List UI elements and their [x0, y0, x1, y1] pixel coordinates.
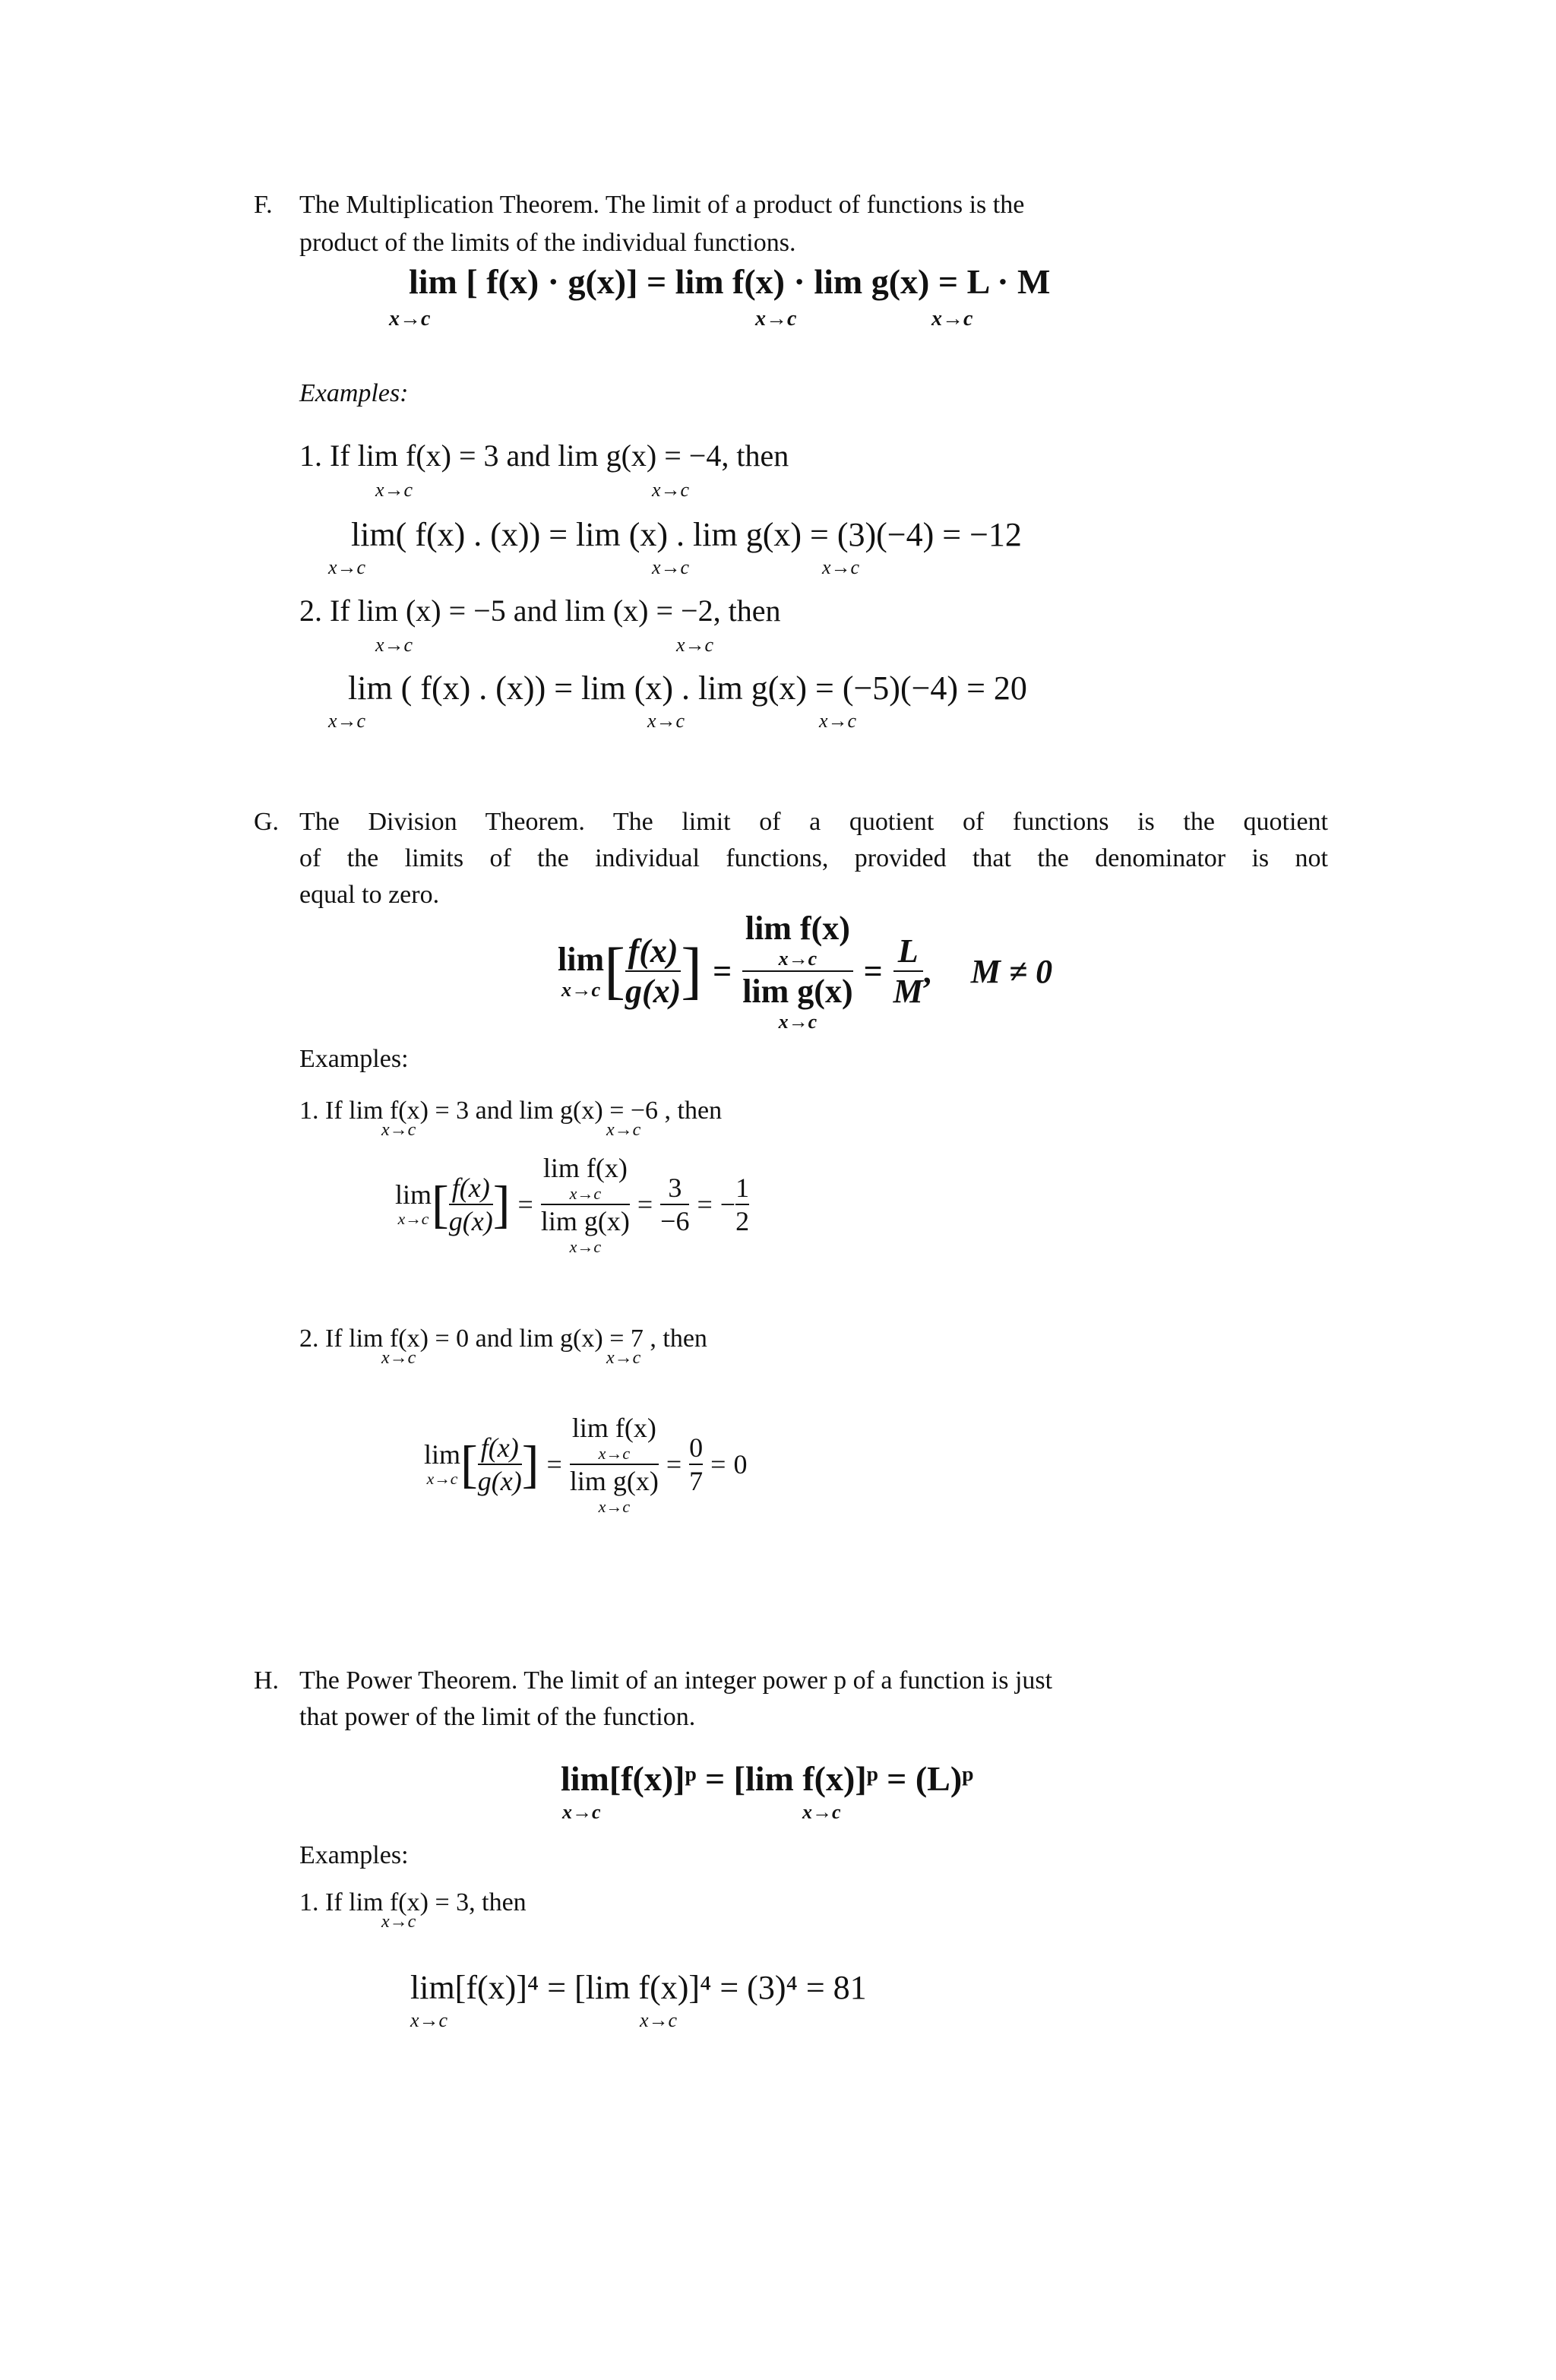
section-f-heading-line1: The Multiplication Theorem. The limit of a product of functions is the — [299, 191, 1025, 219]
section-h-example1-calc: lim[f(x)]⁴ = [lim f(x)]⁴ = (3)⁴ = 81 — [410, 1969, 867, 2006]
section-g-example1-calc: lim x→c [ $\frac{f(x)}{g(x)}$ ] = lim f(x) x→c lim g(x) x→c = $\frac{3}{-6}$ = − $\frac{1}{2}$ — [395, 1153, 750, 1256]
section-h-examples-label: Examples: — [299, 1841, 409, 1869]
section-f-example1-sub-1: x→c — [375, 479, 413, 501]
section-g-marker: G. — [254, 808, 280, 836]
section-f-example2-calc-sub-1: x→c — [328, 710, 366, 732]
section-h-example1-calc-sub-1: x→c — [410, 2009, 448, 2031]
section-f-formula-sub-1: x→c — [389, 307, 431, 331]
section-h-formula-sub-1: x→c — [562, 1801, 601, 1823]
section-g-example2-sub-1: x→c — [381, 1348, 416, 1368]
section-f-example2-calc-sub-3: x→c — [819, 710, 857, 732]
section-h-example1-calc-sub-2: x→c — [640, 2009, 678, 2031]
section-h-formula-sub-2: x→c — [802, 1801, 841, 1823]
section-g-formula-fraction: $\frac{f(x)}{g(x)}$ — [625, 932, 682, 1010]
section-f-example1-sub-2: x→c — [652, 479, 690, 501]
section-h-marker: H. — [254, 1666, 280, 1695]
section-f-formula-sub-3: x→c — [931, 307, 973, 331]
section-g-heading-line1: The Division Theorem. The limit of a quotient of functions is the quotient — [299, 808, 1328, 836]
section-g-heading-line2: of the limits of the individual functions, provided that the denominator is not — [299, 844, 1328, 872]
section-f-marker: F. — [254, 191, 273, 219]
section-h-example1-line: 1. If lim f(x) = 3, then — [299, 1888, 527, 1916]
section-f-example2-sub-1: x→c — [375, 634, 413, 656]
section-h-example1-sub: x→c — [381, 1912, 416, 1932]
section-g-example2-line: 2. If lim f(x) = 0 and lim g(x) = 7 , then — [299, 1325, 707, 1353]
section-g-example2-sub-2: x→c — [606, 1348, 641, 1368]
section-g-formula: lim x→c [ $\frac{f(x)}{g(x)}$ ] = lim f(x) x→c lim g(x) x→c = $\frac{L}{M}$ , M ≠ 0 — [558, 910, 1053, 1033]
section-g-example1-sub-2: x→c — [606, 1120, 641, 1140]
section-g-example1-line: 1. If lim f(x) = 3 and lim g(x) = −6 , then — [299, 1097, 723, 1125]
section-f-heading-line2: product of the limits of the individual functions. — [299, 229, 796, 257]
section-g-formula-lm: $\frac{L}{M}$ — [893, 932, 923, 1010]
section-f-example2-line: 2. If lim (x) = −5 and lim (x) = −2, then — [299, 593, 781, 628]
section-h-heading-line2: that power of the limit of the function. — [299, 1703, 696, 1731]
section-h-heading-line1: The Power Theorem. The limit of an integer power p of a function is just — [299, 1666, 1053, 1695]
section-f-example1-calc: lim( f(x) . (x)) = lim (x) . lim g(x) = (3)(−4) = −12 — [351, 516, 1022, 553]
section-f-formula-sub-2: x→c — [755, 307, 797, 331]
section-g-example2-calc: lim x→c [ $\frac{f(x)}{g(x)}$ ] = lim f(x) x→c lim g(x) x→c = $\frac{0}{7}$ = 0 — [424, 1413, 748, 1516]
section-g-examples-label: Examples: — [299, 1045, 409, 1073]
section-f-example2-calc-sub-2: x→c — [647, 710, 685, 732]
section-f-example1-line: 1. If lim f(x) = 3 and lim g(x) = −4, then — [299, 438, 789, 473]
section-h-formula: lim[f(x)]ᵖ = [lim f(x)]ᵖ = (L)ᵖ — [561, 1759, 974, 1798]
section-g-heading-line3: equal to zero. — [299, 881, 440, 909]
section-g-example1-sub-1: x→c — [381, 1120, 416, 1140]
section-f-example2-calc: lim ( f(x) . (x)) = lim (x) . lim g(x) = (−5)(−4) = 20 — [348, 669, 1027, 707]
section-f-example1-calc-sub-3: x→c — [822, 556, 860, 578]
section-f-example1-calc-sub-2: x→c — [652, 556, 690, 578]
section-f-examples-label: Examples: — [299, 379, 409, 407]
section-g-formula-lim: lim x→c — [558, 941, 605, 1001]
section-f-formula: lim [ f(x) · g(x)] = lim f(x) · lim g(x) = L · M — [409, 262, 1051, 301]
section-g-formula-rhs: lim f(x) x→c lim g(x) x→c — [742, 910, 853, 1033]
section-f-example2-sub-2: x→c — [676, 634, 714, 656]
section-f-example1-calc-sub-1: x→c — [328, 556, 366, 578]
